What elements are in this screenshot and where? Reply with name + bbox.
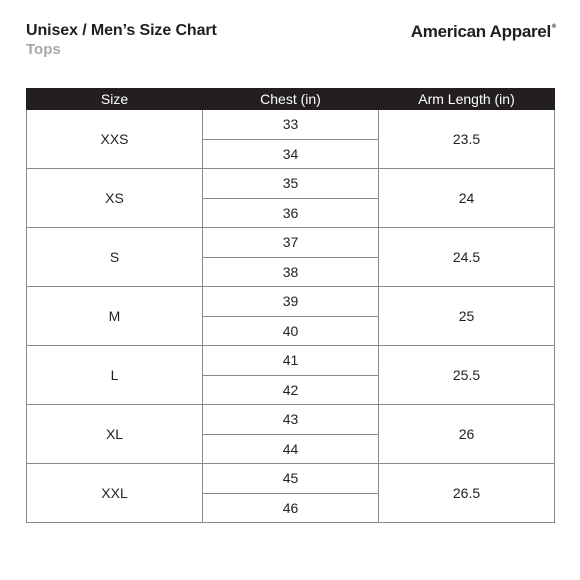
arm-length-cell: 24.5 xyxy=(379,228,555,287)
chest-cell: 44 xyxy=(203,434,379,464)
chest-cell: 33 xyxy=(203,110,379,140)
size-cell: M xyxy=(27,287,203,346)
arm-length-cell: 25 xyxy=(379,287,555,346)
page-title: Unisex / Men’s Size Chart xyxy=(26,22,217,39)
chest-cell: 41 xyxy=(203,346,379,376)
table-row xyxy=(27,464,555,494)
chest-cell: 34 xyxy=(203,139,379,169)
arm-length-cell: 26.5 xyxy=(379,464,555,523)
column-header-size: Size xyxy=(27,89,203,110)
column-header-arm-length: Arm Length (in) xyxy=(379,89,555,110)
table-row xyxy=(27,405,555,435)
chest-cell: 35 xyxy=(203,169,379,199)
table-header-row xyxy=(27,89,555,110)
column-header-chest: Chest (in) xyxy=(203,89,379,110)
chest-cell: 46 xyxy=(203,493,379,523)
table-row xyxy=(27,346,555,376)
chest-cell: 45 xyxy=(203,464,379,494)
size-cell: XXS xyxy=(27,110,203,169)
brand-name: American Apparel xyxy=(410,22,551,41)
chest-cell: 36 xyxy=(203,198,379,228)
chest-cell: 40 xyxy=(203,316,379,346)
arm-length-cell: 23.5 xyxy=(379,110,555,169)
table-row xyxy=(27,228,555,258)
registered-mark: ® xyxy=(551,24,556,30)
chest-cell: 42 xyxy=(203,375,379,405)
size-cell: L xyxy=(27,346,203,405)
table-row xyxy=(27,287,555,317)
size-cell: XS xyxy=(27,169,203,228)
table-row xyxy=(27,110,555,140)
size-cell: XXL xyxy=(27,464,203,523)
chest-cell: 39 xyxy=(203,287,379,317)
size-cell: S xyxy=(27,228,203,287)
chest-cell: 43 xyxy=(203,405,379,435)
table-row xyxy=(27,169,555,199)
arm-length-cell: 26 xyxy=(379,405,555,464)
chest-cell: 37 xyxy=(203,228,379,258)
size-chart-table xyxy=(26,88,555,523)
arm-length-cell: 25.5 xyxy=(379,346,555,405)
arm-length-cell: 24 xyxy=(379,169,555,228)
page-subtitle: Tops xyxy=(26,41,61,58)
size-cell: XL xyxy=(27,405,203,464)
brand-logo xyxy=(411,22,556,42)
chest-cell: 38 xyxy=(203,257,379,287)
